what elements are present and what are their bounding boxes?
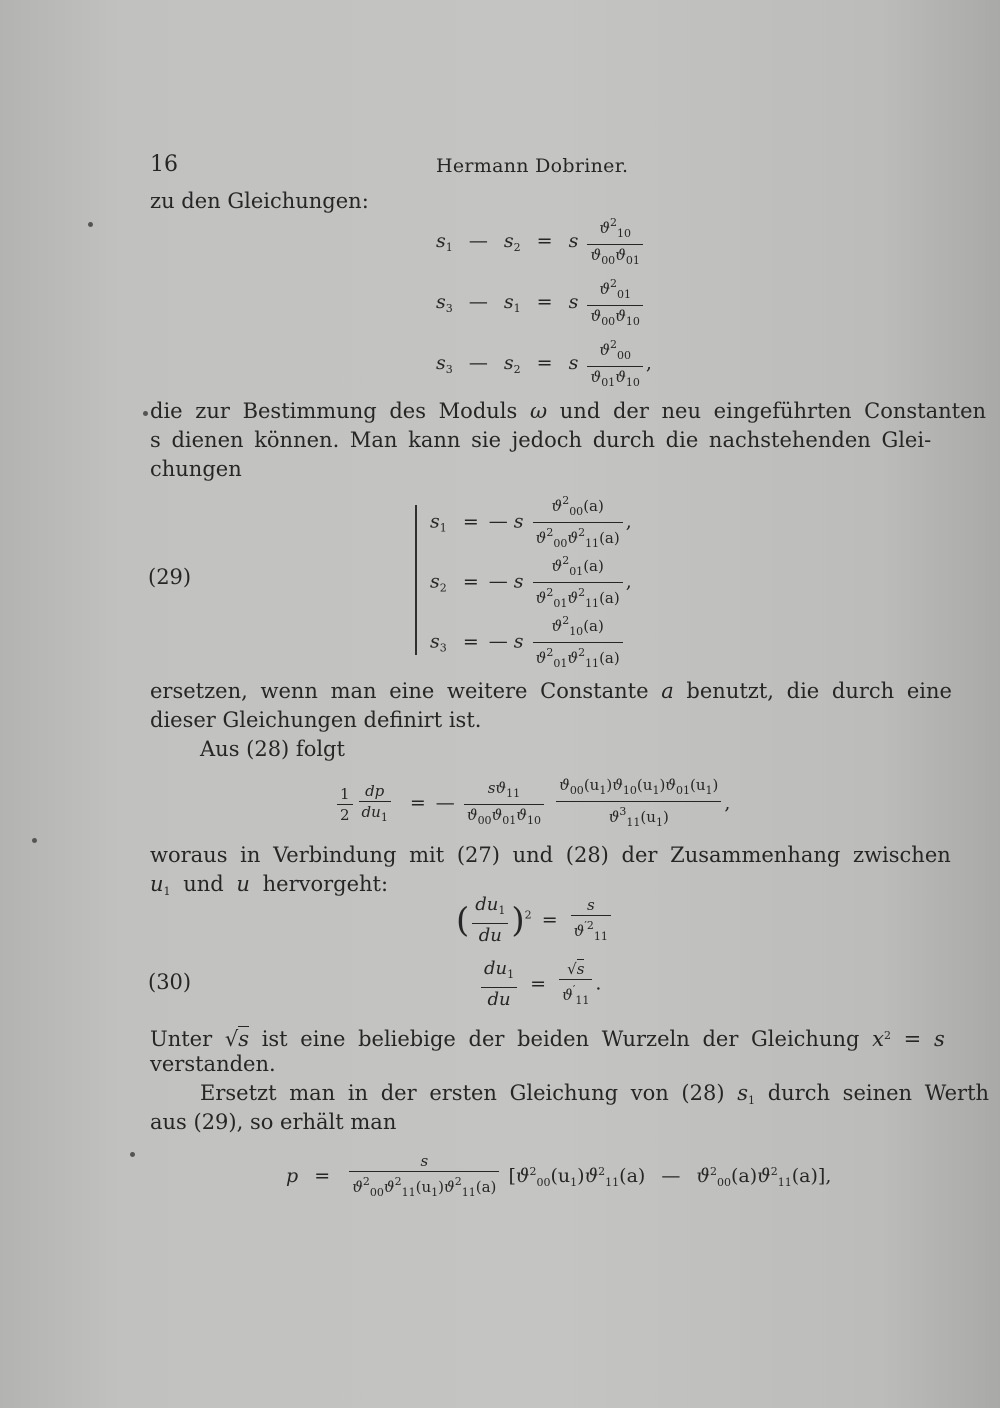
text-line: die zur Bestimmung des Moduls ω und der neu eingeführten Constanten (150, 399, 987, 423)
equation-30: $\frac{du_1}{du}$ = $\frac{√s}{ϑ'_{11}}$ . (478, 958, 601, 1011)
scan-speck (88, 222, 93, 227)
equation-number: (30) (148, 970, 192, 994)
fraction: $\frac{s}{ϑ^2_{00}ϑ^2_{11}(u_1)ϑ^2_{11}(a)}$ (349, 1152, 499, 1202)
fraction: $\frac{ϑ^2_{01}(a)}{ϑ^2_{01}ϑ^2_{11}(a)}$ (533, 552, 623, 613)
fraction: $\frac{ϑ^2_{00}}{ϑ_{01}ϑ_{10}}$ (587, 336, 642, 392)
scan-speck (130, 1152, 135, 1157)
equation-29-s2: $s_2$ = — s $\frac{ϑ^2_{01}(a)}{ϑ^2_{01}ϑ^2_{11}(a)}$ , (430, 552, 632, 613)
equation-s1-minus-s2: $s_1$ — $s_2 = s$ $\frac{ϑ^2_{10}}{ϑ_{00}ϑ_{01}}$ (436, 214, 646, 270)
fraction: $\frac{1}{2}$ (337, 785, 353, 824)
text-line: ersetzen, wenn man eine weitere Constante a benutzt, die durch eine (150, 679, 952, 703)
text-line: Unter √s ist eine beliebige der beiden Wurzeln der Gleichung $x^2 = s$ (150, 1027, 945, 1051)
equation-dp-du1: $\frac{1}{2}$ $\frac{dp}{du_1}$ = — $\frac{sϑ_{11}}{ϑ_{00}ϑ_{01}ϑ_{10}}$ $\frac{ϑ_{00}(u_1)ϑ_{10}(u_1)ϑ_{01}(u_1)}{ϑ^3_{11}(u_1)}$ , (334, 776, 730, 832)
fraction: $\frac{du_1}{du}$ (481, 958, 517, 1011)
fraction: $\frac{du_1}{du}$ (472, 894, 508, 947)
text-line: $u_1$ und u hervorgeht: (150, 872, 389, 898)
text-line: Ersetzt man in der ersten Gleichung von (28) $s_1$ durch seinen Werth (200, 1081, 990, 1107)
equation-s3-minus-s1: $s_3$ — $s_1 = s$ $\frac{ϑ^2_{01}}{ϑ_{00}ϑ_{10}}$ (436, 275, 646, 331)
text-line: woraus in Verbindung mit (27) und (28) der Zusammenhang zwischen (150, 843, 951, 867)
fraction: $\frac{sϑ_{11}}{ϑ_{00}ϑ_{01}ϑ_{10}}$ (464, 779, 544, 830)
fraction: $\frac{s}{ϑ^{'2}_{11}}$ (571, 896, 611, 946)
equation-29-s1: $s_1$ = — s $\frac{ϑ^2_{00}(a)}{ϑ^2_{00}ϑ^2_{11}(a)}$ , (430, 492, 632, 553)
scan-speck (32, 838, 37, 843)
text-line: Aus (28) folgt (200, 737, 345, 761)
text-line: chungen (150, 457, 242, 481)
brace-bar (415, 505, 417, 655)
fraction: $\frac{dp}{du_1}$ (359, 782, 391, 827)
text-line: verstanden. (150, 1052, 276, 1076)
text-line: s dienen können. Man kann sie jedoch durch die nachstehenden Glei- (150, 428, 932, 452)
fraction: $\frac{ϑ^2_{10}(a)}{ϑ^2_{01}ϑ^2_{11}(a)}$ (533, 612, 623, 673)
fraction: $\frac{√s}{ϑ'_{11}}$ (559, 960, 592, 1010)
fraction: $\frac{ϑ^2_{01}}{ϑ_{00}ϑ_{10}}$ (587, 275, 642, 331)
page-number: 16 (150, 152, 178, 177)
text-line: dieser Gleichungen definirt ist. (150, 708, 482, 732)
equation-du1-du-squared: ( $\frac{du_1}{du}$ )$^2$ = $\frac{s}{ϑ^{'2}_{11}}$ (456, 894, 614, 947)
equation-29-s3: $s_3$ = — s $\frac{ϑ^2_{10}(a)}{ϑ^2_{01}ϑ^2_{11}(a)}$ (430, 612, 626, 673)
equation-number: (29) (148, 565, 192, 589)
fraction: $\frac{ϑ^2_{00}(a)}{ϑ^2_{00}ϑ^2_{11}(a)}$ (533, 492, 623, 553)
fraction: $\frac{ϑ^2_{10}}{ϑ_{00}ϑ_{01}}$ (587, 214, 642, 270)
text-line: zu den Gleichungen: (150, 189, 369, 213)
scan-speck (143, 411, 148, 416)
equation-p: p = $\frac{s}{ϑ^2_{00}ϑ^2_{11}(u_1)ϑ^2_{11}(a)}$ [$ϑ^2_{00}(u_1)ϑ^2_{11}(a)$ — $ϑ^2_{00}(a)ϑ^2_{11}(a)$], (286, 1152, 831, 1202)
text-line: aus (29), so erhält man (150, 1110, 397, 1134)
running-header-author: Hermann Dobriner. (436, 155, 629, 177)
equation-s3-minus-s2: $s_3$ — $s_2 = s$ $\frac{ϑ^2_{00}}{ϑ_{01}ϑ_{10}}$ , (436, 336, 652, 392)
fraction: $\frac{ϑ_{00}(u_1)ϑ_{10}(u_1)ϑ_{01}(u_1)}{ϑ^3_{11}(u_1)}$ (556, 776, 721, 832)
